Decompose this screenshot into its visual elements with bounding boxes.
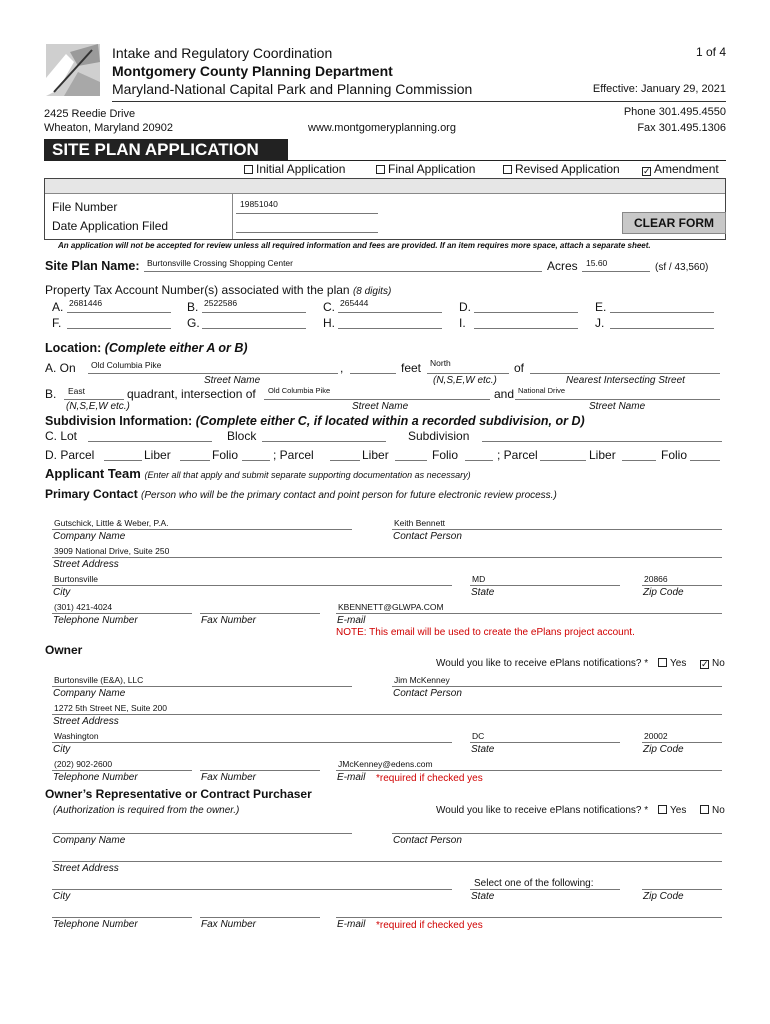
primary-zip-value: 20866 (644, 574, 668, 584)
owner-rep-note: (Authorization is required from the owner.) (53, 805, 240, 816)
owner-notif-question: Would you like to receive ePlans notifications? * (436, 658, 649, 669)
primary-phone-caption: Telephone Number (53, 615, 138, 626)
owner-city-input[interactable] (52, 742, 452, 743)
parcel-label-3: ; Parcel (273, 448, 314, 462)
tax-label-b: B. (187, 300, 199, 314)
primary-phone-input[interactable] (52, 613, 192, 614)
rep-contact-caption: Contact Person (393, 835, 462, 846)
site-plan-name-input[interactable] (144, 271, 542, 272)
tax-input-d[interactable] (474, 312, 578, 313)
parcel-label-8: Folio (661, 448, 688, 462)
primary-street-value: 3909 National Drive, Suite 250 (54, 546, 170, 556)
street-name-caption: Street Name (204, 375, 261, 386)
header-line-3: Maryland-National Capital Park and Planning Commission (112, 81, 473, 97)
owner-fax-input[interactable] (200, 770, 320, 771)
location-b-quadrant-value: East (68, 386, 86, 396)
nearest-street-caption: Nearest Intersecting Street (566, 375, 685, 386)
block-input[interactable] (262, 441, 386, 442)
rep-email-input[interactable] (336, 917, 722, 918)
parcel-input-0[interactable] (104, 460, 142, 461)
rep-company-input[interactable] (52, 833, 352, 834)
checkbox-initial-application[interactable] (244, 162, 345, 176)
page-number: 1 of 4 (695, 45, 726, 59)
rep-email-caption: E-mail (337, 919, 366, 930)
tax-value-c: 265444 (340, 298, 369, 308)
acres-formula: (sf / 43,560) (655, 262, 709, 273)
rep-phone-input[interactable] (52, 917, 192, 918)
tax-input-i[interactable] (474, 328, 578, 329)
applicant-heading-note: (Enter all that apply and submit separate supporting documentation as necessary) (144, 470, 471, 480)
tax-input-c[interactable] (338, 312, 442, 313)
tax-input-g[interactable] (202, 328, 306, 329)
primary-city-value: Burtonsville (54, 574, 98, 584)
rep-state-caption: State (471, 891, 495, 902)
tax-input-b[interactable] (202, 312, 306, 313)
checkbox-label: No (712, 805, 725, 816)
phone-number: Phone 301.495.4550 (623, 106, 726, 118)
tax-label-d: D. (459, 300, 471, 314)
primary-contact-heading (45, 487, 557, 501)
rep-state-input[interactable] (470, 889, 620, 890)
clear-form-button[interactable]: CLEAR FORM (622, 212, 726, 234)
checkbox-label: Final Application (388, 162, 476, 176)
file-number-label: File Number (52, 200, 118, 214)
primary-zip-input[interactable] (642, 585, 722, 586)
owner-state-value: DC (472, 731, 485, 741)
lot-label: C. Lot (45, 429, 78, 443)
lot-input[interactable] (88, 441, 212, 442)
rep-state-select[interactable]: Select one of the following: (474, 878, 594, 889)
subdivision-label: Subdivision (408, 429, 470, 443)
location-b-label: B. (45, 387, 57, 401)
header-line-1: Intake and Regulatory Coordination (112, 45, 333, 61)
location-heading-text: Location: (45, 341, 102, 355)
date-filed-input[interactable] (236, 232, 378, 233)
location-b-street2-value: National Drive (518, 386, 566, 395)
block-label: Block (227, 429, 257, 443)
parcel-input-1[interactable] (180, 460, 210, 461)
rep-contact-input[interactable] (392, 833, 722, 834)
tax-label-f: F. (52, 316, 62, 330)
subdivision-heading-note: (Complete either C, if located within a recorded subdivision, or D) (195, 414, 585, 428)
primary-state-value: MD (472, 574, 486, 584)
rep-city-input[interactable] (52, 889, 452, 890)
checkbox-label: Yes (670, 805, 687, 816)
rep-zip-caption: Zip Code (643, 891, 684, 902)
parcel-label-2: Folio (212, 448, 239, 462)
primary-email-value: KBENNETT@GLWPA.COM (338, 602, 444, 612)
primary-contact-caption: Contact Person (393, 531, 462, 542)
location-direction-input[interactable] (427, 373, 509, 374)
subdivision-heading-text: Subdivision Information: (45, 414, 193, 428)
primary-heading-text: Primary Contact (45, 487, 138, 501)
website-link[interactable]: www.montgomeryplanning.org (308, 122, 456, 134)
parcel-input-4[interactable] (395, 460, 427, 461)
primary-heading-note: (Person who will be the primary contact and point person for future electronic review process.) (141, 490, 557, 501)
parcel-input-5[interactable] (465, 460, 493, 461)
primary-email-note: NOTE: This email will be used to create the ePlans project account. (336, 627, 635, 638)
location-nearest-street-input[interactable] (530, 373, 720, 374)
file-number-input[interactable] (236, 213, 378, 214)
checkbox-label: Amendment (654, 162, 719, 176)
tax-heading-text: Property Tax Account Number(s) associated with the plan (45, 283, 350, 297)
owner-street-input[interactable] (52, 714, 722, 715)
tax-input-a[interactable] (67, 312, 171, 313)
owner-rep-heading: Owner’s Representative or Contract Purchaser (45, 787, 312, 801)
checkbox-icon (244, 165, 253, 174)
primary-company-value: Gutschick, Little & Weber, P.A. (54, 518, 169, 528)
parcel-input-8[interactable] (690, 460, 720, 461)
checkbox-icon (700, 805, 709, 814)
location-feet-input[interactable] (350, 373, 396, 374)
acres-input[interactable] (582, 271, 650, 272)
tax-value-a: 2681446 (69, 298, 103, 308)
owner-street-caption: Street Address (53, 716, 119, 727)
checkbox-icon (376, 165, 385, 174)
checkbox-icon: ✓ (643, 166, 651, 176)
checkbox-label: No (712, 658, 725, 669)
primary-contact-value: Keith Bennett (394, 518, 446, 528)
acres-value: 15.60 (586, 258, 608, 268)
and-label: and (494, 387, 515, 401)
parcel-label-7: Liber (589, 448, 616, 462)
tax-input-j[interactable] (610, 328, 714, 329)
street-name-caption-b2: Street Name (589, 401, 646, 412)
page-title: SITE PLAN APPLICATION (44, 139, 288, 160)
owner-notif-yes-checkbox[interactable] (658, 658, 686, 669)
tax-heading-note: (8 digits) (352, 286, 392, 297)
location-a-street-input[interactable] (88, 373, 338, 374)
parcel-label-0: D. Parcel (45, 448, 95, 462)
tax-input-e[interactable] (610, 312, 714, 313)
checkbox-final-application[interactable] (376, 162, 475, 176)
location-b-quadrant-input[interactable] (64, 399, 124, 400)
owner-company-value: Burtonsville (E&A), LLC (54, 675, 144, 685)
owner-zip-caption: Zip Code (643, 744, 684, 755)
location-heading (45, 341, 248, 355)
parcel-input-7[interactable] (622, 460, 656, 461)
parcel-label-5: Folio (432, 448, 459, 462)
primary-contact-input[interactable] (392, 529, 722, 530)
owner-phone-caption: Telephone Number (53, 772, 138, 783)
checkbox-label: Yes (670, 658, 687, 669)
subdivision-heading (45, 414, 585, 428)
checkbox-icon (658, 658, 667, 667)
owner-state-caption: State (471, 744, 495, 755)
owner-street-value: 1272 5th Street NE, Suite 200 (54, 703, 167, 713)
checkbox-amendment[interactable] (642, 162, 719, 176)
owner-city-caption: City (53, 744, 71, 755)
location-b-street2-input[interactable] (515, 399, 720, 400)
rep-zip-input[interactable] (642, 889, 722, 890)
tax-input-h[interactable] (338, 328, 442, 329)
checkbox-label: Revised Application (515, 162, 620, 176)
parcel-label-6: ; Parcel (497, 448, 538, 462)
primary-fax-input[interactable] (200, 613, 320, 614)
mncppc-logo (44, 42, 102, 98)
applicant-team-heading (45, 466, 471, 481)
rep-fax-input[interactable] (200, 917, 320, 918)
site-plan-name-label: Site Plan Name: (45, 259, 140, 273)
rep-notif-yes-checkbox[interactable] (658, 805, 686, 816)
tax-label-c: C. (323, 300, 335, 314)
tax-label-g: G. (187, 316, 200, 330)
tax-label-i: I. (459, 316, 466, 330)
date-filed-label: Date Application Filed (52, 219, 169, 233)
street-name-caption-b1: Street Name (352, 401, 409, 412)
fax-number: Fax 301.495.1306 (637, 122, 726, 134)
rep-company-caption: Company Name (53, 835, 126, 846)
location-b-street1-value: Old Columbia Pike (268, 386, 331, 395)
tax-label-h: H. (323, 316, 335, 330)
parcel-label-4: Liber (362, 448, 389, 462)
header-line-2: Montgomery County Planning Department (112, 63, 393, 79)
location-a-label: A. On (45, 361, 76, 375)
tax-label-j: J. (595, 316, 605, 330)
owner-email-caption: E-mail (337, 772, 366, 783)
applicant-heading-text: Applicant Team (45, 466, 141, 481)
rep-phone-caption: Telephone Number (53, 919, 138, 930)
tax-value-b: 2522586 (204, 298, 238, 308)
owner-zip-input[interactable] (642, 742, 722, 743)
rep-fax-caption: Fax Number (201, 919, 257, 930)
tax-label-a: A. (52, 300, 64, 314)
rep-notif-question: Would you like to receive ePlans notifications? * (436, 805, 649, 816)
primary-zip-caption: Zip Code (643, 587, 684, 598)
rep-city-caption: City (53, 891, 71, 902)
owner-phone-value: (202) 902-2600 (54, 759, 113, 769)
rep-street-input[interactable] (52, 861, 722, 862)
owner-contact-input[interactable] (392, 686, 722, 687)
of-label: of (514, 361, 525, 375)
nsew-caption: (N,S,E,W etc.) (433, 375, 497, 386)
primary-street-input[interactable] (52, 557, 722, 558)
parcel-input-2[interactable] (242, 460, 270, 461)
quadrant-label: quadrant, intersection of (127, 387, 256, 401)
primary-state-input[interactable] (470, 585, 620, 586)
checkbox-revised-application[interactable] (503, 162, 620, 176)
rep-street-caption: Street Address (53, 863, 119, 874)
tax-label-e: E. (595, 300, 607, 314)
checkbox-icon (503, 165, 512, 174)
primary-street-caption: Street Address (53, 559, 119, 570)
address-line-1: 2425 Reedie Drive (44, 108, 136, 120)
owner-contact-value: Jim McKenney (394, 675, 450, 685)
owner-heading: Owner (45, 643, 83, 657)
nsew-caption-b: (N,S,E,W etc.) (66, 401, 130, 412)
rep-required-note: *required if checked yes (376, 920, 483, 931)
owner-phone-input[interactable] (52, 770, 192, 771)
primary-email-caption: E-mail (337, 615, 366, 626)
owner-fax-caption: Fax Number (201, 772, 257, 783)
parcel-label-1: Liber (144, 448, 171, 462)
primary-email-input[interactable] (336, 613, 722, 614)
parcel-input-3[interactable] (330, 460, 360, 461)
location-direction-value: North (430, 358, 451, 368)
checkbox-label: Initial Application (256, 162, 346, 176)
address-line-2: Wheaton, Maryland 20902 (44, 122, 174, 134)
submission-notice: An application will not be accepted for review unless all required information and fees are provided. If an item requires more space, attach a separate sheet. (58, 241, 651, 250)
file-number-value: 19851040 (240, 199, 278, 209)
tax-account-heading (45, 283, 391, 297)
checkbox-icon: ✓ (701, 659, 709, 669)
checkbox-icon (658, 805, 667, 814)
location-b-street1-input[interactable] (264, 399, 490, 400)
parcel-input-6[interactable] (540, 460, 586, 461)
primary-state-caption: State (471, 587, 495, 598)
owner-company-input[interactable] (52, 686, 352, 687)
owner-state-input[interactable] (470, 742, 620, 743)
rep-notif-no-checkbox[interactable] (700, 805, 725, 816)
primary-phone-value: (301) 421-4024 (54, 602, 113, 612)
owner-notif-no-checkbox[interactable] (700, 658, 725, 669)
comma: , (340, 361, 344, 375)
owner-required-note: *required if checked yes (376, 773, 483, 784)
primary-company-input[interactable] (52, 529, 352, 530)
primary-city-caption: City (53, 587, 71, 598)
primary-fax-caption: Fax Number (201, 615, 257, 626)
primary-city-input[interactable] (52, 585, 452, 586)
owner-zip-value: 20002 (644, 731, 668, 741)
acres-label: Acres (547, 259, 578, 273)
tax-input-f[interactable] (67, 328, 171, 329)
effective-date: Effective: January 29, 2021 (592, 83, 726, 95)
subdivision-input[interactable] (482, 441, 722, 442)
feet-label: feet (401, 361, 422, 375)
owner-email-value: JMcKenney@edens.com (338, 759, 433, 769)
site-plan-name-value: Burtonsville Crossing Shopping Center (147, 258, 293, 268)
location-heading-note: (Complete either A or B) (104, 341, 248, 355)
owner-email-input[interactable] (336, 770, 722, 771)
owner-city-value: Washington (54, 731, 99, 741)
location-a-street-value: Old Columbia Pike (91, 360, 162, 370)
owner-contact-caption: Contact Person (393, 688, 462, 699)
primary-company-caption: Company Name (53, 531, 126, 542)
owner-company-caption: Company Name (53, 688, 126, 699)
